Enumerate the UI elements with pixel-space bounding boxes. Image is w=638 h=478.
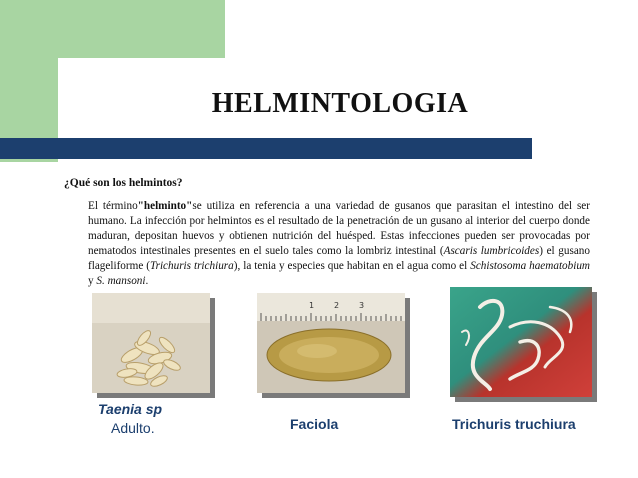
taenia-image (92, 293, 210, 393)
page-title: HELMINTOLOGIA (211, 88, 469, 119)
para-species: Ascaris lumbricoides (443, 245, 540, 257)
faciola-photo (257, 293, 405, 393)
ruler-label: 3 (359, 301, 365, 310)
para-text: y (88, 275, 97, 287)
title-underline-bar (0, 138, 532, 159)
para-species: Trichuris trichiura (149, 260, 234, 272)
ruler-label: 2 (334, 301, 340, 310)
caption-faciola: Faciola (290, 416, 339, 432)
intro-paragraph (88, 199, 590, 289)
trichuris-image (450, 287, 592, 397)
question-heading: ¿Qué son los helmintos? (64, 177, 183, 189)
taenia-photo (92, 293, 210, 393)
caption-taenia-name: Taenia sp (98, 401, 163, 417)
caption-trichuris: Trichuris truchiura (452, 416, 576, 432)
faciola-image (257, 293, 405, 393)
trichuris-photo (450, 287, 592, 397)
para-text: se utiliza en referencia a una variedad de gusanos que parasitan el intestino del ser humano. La infección por helmintos es el resultado de la penetración de un gusano al interior del cuerpo donde maduran, depositan huevos y obtienen nutrición del huésped. Estas infecciones pueden ser provocadas por nematodos intestinales presentes en el suelo tales como la lombriz intestinal ( (88, 200, 590, 257)
para-text: . (145, 275, 149, 287)
caption-taenia-stage: Adulto. (111, 420, 155, 436)
para-species: Schistosoma haematobium (470, 260, 591, 272)
para-text: El término (88, 200, 138, 212)
para-species: S. mansoni (96, 275, 146, 287)
ruler-label: 1 (309, 301, 315, 310)
para-text: ), la tenia y especies que habitan en el agua como el (233, 260, 471, 272)
para-text: ) el gusano flageliforme ( (88, 245, 590, 272)
para-term: "helminto" (137, 200, 193, 212)
